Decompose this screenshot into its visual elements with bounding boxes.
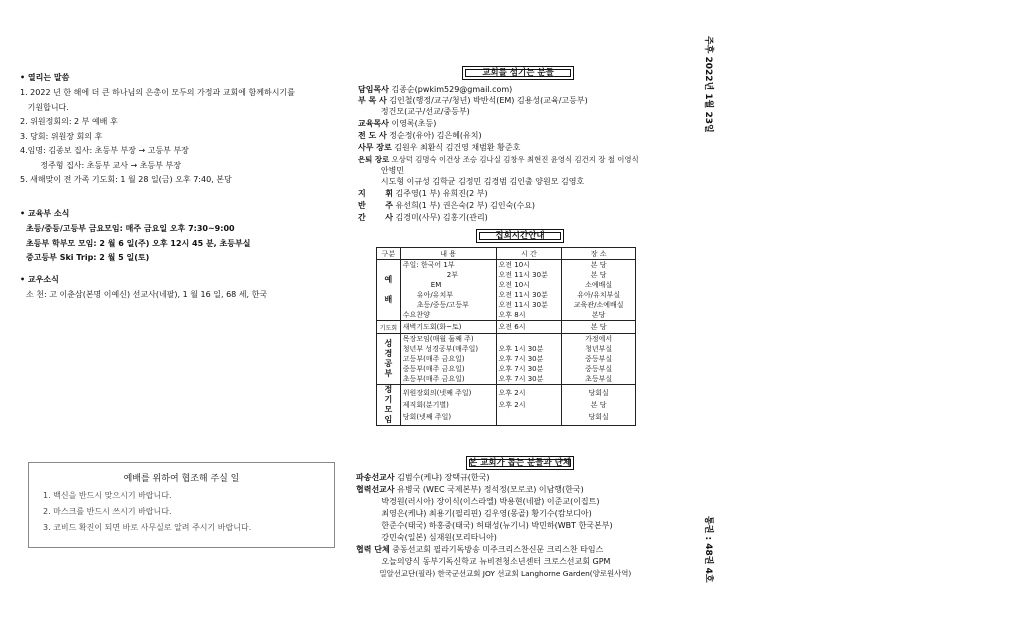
news-line: 소 천: 고 이춘삼(본명 이예신) 선교사(네팔), 1 월 16 일, 68 세, 한국 [26, 290, 268, 299]
notice-item: 2. 마스크를 반드시 쓰시기 바랍니다. [43, 507, 172, 516]
open-line: 5. 새해맞이 전 가족 기도회: 1 월 28 일(금) 오후 7:40, 본당 [20, 175, 232, 184]
mission-row: 오늘의양식 동부기독신학교 뉴비전청소년센터 크로스선교회 GPM [356, 557, 611, 566]
section-times: 오후 1시 30분 오후 7시 30분 오후 7시 30분 오후 7시 30분 [496, 334, 562, 385]
schedule-header: 시 간 [496, 248, 562, 260]
section-label: 성 경 공 부 [377, 334, 401, 385]
missions-title: 본 교회가 돕는 분들과 단체 [466, 456, 574, 470]
schedule-header: 구분 [377, 248, 401, 260]
open-line: 정주형 집사: 초등부 교사 → 초등부 부장 [20, 160, 181, 170]
staff-row: 정건모(교구/선교/중등부) [358, 107, 470, 116]
staff-row: 시도형 이규성 김학균 김정민 김경범 김인출 양원모 김영호 [358, 177, 585, 186]
staff-title: 교회를 섬기는 분들 [462, 66, 574, 80]
staff-row: 지 휘 김주영(1 부) 유희진(2 부) [358, 189, 488, 198]
staff-row: 전 도 사 정순정(유아) 김은혜(유치) [358, 131, 482, 140]
section-contents: 목장모임(매월 둘째 주) 청년부 성경공부(매주일) 고등부(매주 금요일) 중등부(매주 금요일) 초등부(매주 금요일) [400, 334, 496, 385]
schedule-title: 집회시간안내 [476, 229, 564, 243]
open-line: 1. 2022 년 한 해에 더 큰 하나님의 은총이 모두의 가정과 교회에 함께하시기를 [20, 88, 295, 97]
schedule-row-worship [377, 260, 636, 321]
staff-row: 교육목사 이영록(초등) [358, 119, 437, 128]
mission-row: 밀알선교단(필라) 한국군선교회 JOY 선교회 Langhorne Garden(양로원사역) [356, 569, 632, 578]
section-label: 예 배 [377, 260, 401, 321]
open-line: 4.임명: 김종보 집사: 초등부 부장 → 고등부 부장 [20, 146, 189, 155]
schedule-row-bible [377, 334, 636, 385]
edu-list [26, 222, 250, 266]
staff-row: 담임목사 김종순(pwkim529@gmail.com) [358, 85, 513, 94]
section-label: 정 기 모 임 [377, 385, 401, 426]
notice-title: 예배를 위하여 협조해 주실 일 [123, 474, 240, 484]
mission-row: 한준수(태국) 하홍중(태국) 허태성(뉴기니) 박민하(WBT 한국본부) [356, 521, 613, 530]
section-contents: 새벽기도회(화~토) [400, 321, 496, 334]
news-title: • 교우소식 [20, 275, 59, 284]
staff-row: 안병민 [358, 166, 405, 175]
edu-line: 초등부 학부모 모임: 2 월 6 일(주) 오후 12시 45 분, 초등부실 [26, 238, 251, 248]
open-title: • 열리는 말씀 [20, 73, 70, 82]
notice-box [28, 462, 335, 548]
mission-row: 협력선교사 유병국 (WEC 국제본부) 정석정(모로코) 이남행(한국) [356, 485, 584, 494]
section-contents: 위원장회의(넷째 주일) 제직회(분기별) 당회(넷째 주일) [400, 385, 496, 426]
mission-row: 강민숙(일본) 심재원(모리타니아) [356, 533, 497, 542]
staff-row: 부 목 사 김인철(행정/교구/청년) 박반석(EM) 김용성(교육/고등부) [358, 96, 588, 105]
section-times: 오전 10시 오전 11시 30분 오전 10시 오전 11시 30분 오전 11시 30분 오후 8시 [496, 260, 562, 321]
open-line: 3. 당회: 위원장 회의 후 [20, 131, 103, 141]
staff-row: 간 사 김경미(사무) 김홍기(관리) [358, 213, 488, 222]
open-list [20, 86, 295, 188]
section-places: 가정에서 청년부실 중등부실 중등부실 초등부실 [562, 334, 636, 385]
staff-row: 반 주 유선희(1 부) 권은숙(2 부) 김인숙(수요) [358, 201, 536, 210]
open-line: 2. 위원정회의: 2 부 예배 후 [20, 117, 118, 126]
staff-row: 사무 장로 김원우 최환식 김건영 채범환 황준호 [358, 143, 521, 152]
edu-line: 초등/중등/고등부 금요모임: 매주 금요일 오후 7:30~9:00 [26, 224, 235, 233]
schedule-header: 내 용 [400, 248, 496, 260]
section-times: 오후 2시 오후 2시 [496, 385, 562, 426]
section-places: 본 당 본 당 소예배실 유아/유치부실 교육관/소예배실 본당 [562, 260, 636, 321]
section-times: 오전 6시 [496, 321, 562, 334]
schedule-table [376, 247, 636, 426]
staff-row: 은퇴 장로 오상덕 김명숙 이건상 조승 김나실 김창우 최현진 윤영식 김건지 장 철 이영식 [358, 155, 639, 164]
section-places: 당회실 본 당 당회실 [562, 385, 636, 426]
mission-row: 최영은(케냐) 최용기(필리핀) 김우영(몽골) 황기수(캄보디아) [356, 509, 592, 518]
notice-item: 3. 코비드 확진이 되면 바로 사무실로 알려 주시기 바랍니다. [43, 523, 252, 532]
schedule-row-meetings [377, 385, 636, 426]
section-places: 본 당 [562, 321, 636, 334]
schedule-row-prayer [377, 321, 636, 334]
edu-line: 중고등부 Ski Trip: 2 월 5 일(토) [26, 253, 150, 262]
mission-row: 파송선교사 김범수(케냐) 장택규(한국) [356, 473, 490, 482]
bulletin-date: 주후 2022년 1월 23일 [703, 36, 713, 133]
schedule-header: 장 소 [562, 248, 636, 260]
mission-row: 박경원(러시아) 장이식(이스라엘) 박용현(네팔) 이준교(이집트) [356, 497, 600, 506]
section-label: 기도회 [377, 321, 401, 334]
section-contents: 주일: 한국어 1부 2부 EM 유아/유치부 초등/중등/고등부 수요찬양 [400, 260, 496, 321]
edu-title: • 교육부 소식 [20, 209, 70, 218]
schedule-header-row [377, 248, 636, 260]
open-line: 기원합니다. [20, 102, 69, 112]
bulletin-volume: 통권 : 48권 4호 [703, 516, 713, 583]
mission-row: 협력 단체 중동선교회 필라기독방송 미주크리스찬신문 크리스찬 타임스 [356, 545, 604, 554]
notice-item: 1. 백신을 반드시 맞으시기 바랍니다. [43, 491, 172, 500]
